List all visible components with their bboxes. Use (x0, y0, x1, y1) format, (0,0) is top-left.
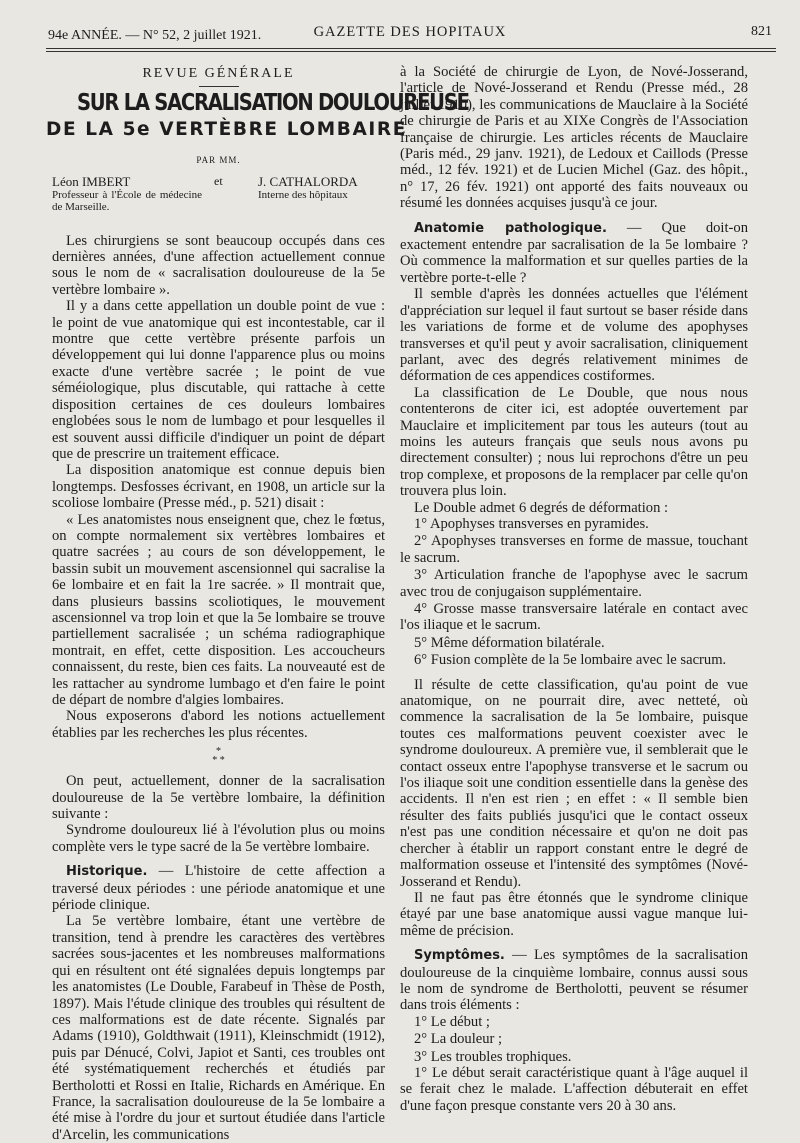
list-item: 3° Les troubles trophiques. (414, 1048, 572, 1065)
article-title-line1: SUR LA SACRALISATION DOULOUREUSE (76, 90, 469, 117)
author-conjunction: et (214, 173, 223, 188)
paragraph: Les chirurgiens se sont beaucoup occupés dans ces dernières années, d'une affection actuellement connue sous le nom de « sacralisation douloureuse de la 5e vertèbre lombaire ». (52, 232, 385, 298)
paragraph: Il y a dans cette appellation un double point de vue : le point de vue anatomique qui est incontestable, car il montre que cette vertèbre présente parfois un développement qui lui donne l'apparence plus ou moins exacte d'une vertèbre sacrée ; le point de vue séméiologique, plus discutable, qui rattache à cette disposition certaines de ces douleurs lombaires englobées sous le nom de lumbago et pour lesquelles il est souvent aussi difficile d'indiquer un point de départ que de prescrire un traitement efficace. (52, 298, 385, 462)
list-item: 6° Fusion complète de la 5e lombaire avec le sacrum. (414, 652, 727, 669)
kicker-rule (199, 86, 239, 87)
article-title-line2: DE LA 5e VERTÈBRE LOMBAIRE (46, 118, 407, 140)
historique-paragraph (52, 863, 385, 913)
journal-title: GAZETTE DES HOPITAUX (313, 24, 507, 40)
list-item: 2° Apophyses transverses en forme de massue, touchant le sacrum. (400, 533, 748, 566)
paragraph: Syndrome douloureux lié à l'évolution plus ou moins complète vers le type sacré de la 5e vertèbre lombaire. (52, 822, 385, 855)
author-1-name: Léon IMBERT (52, 173, 131, 189)
spacer (400, 669, 748, 677)
anatomie-text: — Que doit-on exactement entendre par sacralisation de la 5e lombaire ? Où commence la malformation et sur quelles parties de la vertèbre porte-t-elle ? (400, 219, 748, 286)
star-row (52, 756, 385, 765)
list-item: 1° Le début ; (414, 1013, 490, 1030)
list-item: 2° La douleur ; (414, 1031, 503, 1048)
historique-heading: Historique. (66, 864, 148, 880)
issue-info: 94e ANNÉE. — N° 52, 2 juillet 1921. (48, 28, 262, 43)
author-2-name: J. CATHALORDA (258, 173, 358, 189)
list-item: 3° Articulation franche de l'apophyse avec le sacrum avec trou de conjugaison supplémentaire. (400, 567, 748, 600)
paragraph: La disposition anatomique est connue depuis bien longtemps. Desfosses écrivant, en 1908, un article sur la scoliose lombaire (Presse méd., p. 521) disait : (52, 462, 385, 512)
author-2 (258, 175, 388, 201)
star-left: * (212, 755, 218, 767)
authors-block (52, 175, 385, 221)
paragraph: Il résulte de cette classification, qu'au point de vue anatomique, on ne pourrait dire, avec netteté, où commence la sacralisation de la 5e lombaire, puisque toutes ces malformations peuvent coexister avec le syndrome douloureux. A première vue, il semblerait que le contact osseux entre l'apophyse transverse et le sacrum ou l'os iliaque soit une condition essentielle dans la genèse des accidents. Il n'en est rien ; en effet : « Il semble bien résulter des faits publiés jusqu'ici que le contact osseux n'est pas une condition nécessaire et qu'on ne doit pas chercher à établir un rapport constant entre le degré de malformation osseuse et l'intensité des symptômes (Nové-Josserand et Rendu). (400, 676, 748, 890)
symptomes-text: — Les symptômes de la sacralisation douloureuse de la cinquième lombaire, connus aussi sous le nom de syndrome de Bertholotti, peuvent se résumer dans trois éléments : (400, 947, 748, 1014)
section-kicker: REVUE GÉNÉRALE (142, 66, 295, 81)
paragraph: 1° Le début serait caractéristique quant à l'âge auquel il se ferait chez le malade. L'affection débuterait en effet d'une façon presque constante vers 20 à 30 ans. (400, 1064, 748, 1114)
spacer (400, 939, 748, 947)
spacer (52, 855, 385, 863)
anatomie-heading: Anatomie pathologique. (414, 220, 607, 236)
list-item: 5° Même déformation bilatérale. (414, 634, 605, 651)
author-2-affiliation: Interne des hôpitaux (258, 188, 348, 201)
star-top: * (216, 746, 221, 758)
list-item: 1° Apophyses transverses en pyramides. (414, 515, 649, 532)
degrees-list (400, 516, 748, 669)
paragraph: Il semble d'après les données actuelles que l'élément d'appréciation sur lequel il faut surtout se baser réside dans les variations de forme et de volume des apophyses transverses et qu'il peut y avoir sacralisation, cliniquement parlant, avec des degrés relativement minimes de déformation de ces appendices costiformes. (400, 286, 748, 385)
right-column (400, 64, 748, 1114)
paragraph: La classification de Le Double, que nous nous contenterons de citer ici, est adoptée ouvertement par Mauclaire et implicitement par tous les auteurs (tout au moins les auteurs français que seuls nous avons pu directement consulter) ; nous lui reprochons d'être un peu trop complexe, et proposons de la remplacer par celle qu'on trouvera plus loin. (400, 384, 748, 500)
byline-par: PAR MM. (196, 155, 241, 166)
paragraph: Nous exposerons d'abord les notions actuellement établies par les recherches les plus récentes. (52, 708, 385, 741)
paragraph: Le Double admet 6 degrés de déformation : (414, 499, 669, 516)
paragraph: à la Société de chirurgie de Lyon, de Nové-Josserand, l'article de Nové-Josserand et Rendu (Presse méd., 28 juillet 1910), les communications de Mauclaire à la Société de chirurgie de Paris et au XIXe Congrès de l'Association française de chirurgie. Les articles récents de Mauclaire (Paris méd., 29 janv. 1921), de Ledoux et Caillods (Presse méd., 12 fév. 1921) et de Lucien Michel (Gaz. des hôpit., n° 17, 26 fév. 1921) ont apporté des faits nouveaux ou résumé les données acquises jusqu'à ce jour. (400, 64, 748, 212)
paragraph: « Les anatomistes nous enseignent que, chez le fœtus, on compte normalement six vertèbres lombaires et quatre sacrées ; au cours de son développement, le bassin subit un mouvement ascensionnel qui sacralise la 6e lombaire et en fait la 1re sacrée. » Il montrait que, dans plusieurs bassins scoliotiques, le mouvement ascensionnel va trop loin et que la 5e lombaire se trouve partiellement sacralisée ; un schéma radiographique montrait, en effet, cette disposition. Les accoucheurs connaissent, du reste, bien ces faits. La nouveauté est de les rattacher au syndrome lumbago et d'en faire le point de départ de nombre d'algies lombaires. (52, 511, 385, 708)
author-1 (52, 175, 202, 213)
star-right: * (219, 755, 225, 767)
paragraph: La 5e vertèbre lombaire, étant une vertèbre de transition, tend à prendre les caractères des vertèbres sacrées sous-jacentes et les nombreuses malformations qui en résultent ont été signalées depuis longtemps par les anatomistes (Le Double, Farabeuf in Thèse de Posth, 1897). Mais l'étude clinique des troubles qui résultent de ces malformations est de date récente. Signalés par Adams (1910), Goldthwait (1911), Kleinschmidt (1912), puis par Dénucé, Colvi, Japiot et Santi, ces troubles ont été systématiquement recherchés et étudiés par Bertholotti et Rossi en Italie, Richards en Amérique. En France, la sacralisation douloureuse de la 5e lombaire a été mise à l'ordre du jour et surtout étudiée dans l'article d'Arcelin, les communications (52, 913, 385, 1143)
author-1-affiliation: Professeur à l'École de médecine de Marseille. (52, 188, 202, 213)
symptomes-paragraph (400, 947, 748, 1014)
anatomie-paragraph (400, 220, 748, 287)
paragraph: Il ne faut pas être étonnés que le syndrome clinique étayé par une base anatomique aussi vague manque lui-même de précision. (400, 889, 748, 939)
list-item: 4° Grosse masse transversaire latérale en contact avec l'os iliaque et le sacrum. (400, 601, 748, 634)
section-stars (52, 747, 385, 765)
historique-text: — L'histoire de cette affection a traversé deux périodes : une période anatomique et une période clinique. (52, 863, 385, 914)
page-number: 821 (751, 24, 772, 39)
running-header (48, 22, 772, 44)
symptoms-list (400, 1014, 748, 1065)
paragraph: On peut, actuellement, donner de la sacralisation douloureuse de la 5e vertèbre lombaire, la définition suivante : (52, 773, 385, 823)
header-rule-top (46, 48, 776, 49)
header-rule-bottom (46, 51, 776, 52)
symptomes-heading: Symptômes. (414, 948, 505, 964)
spacer (400, 212, 748, 220)
